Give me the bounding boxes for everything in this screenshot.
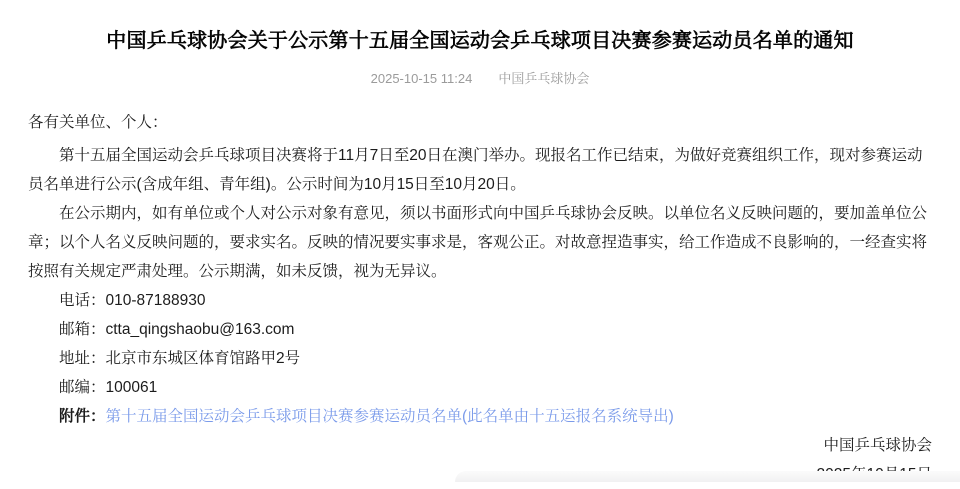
contact-line-phone: 电话：010-87188930 xyxy=(59,292,206,309)
page-title: 中国乒乓球协会关于公示第十五届全国运动会乒乓球项目决赛参赛运动员名单的通知 xyxy=(106,30,854,52)
attachment-label: 附件： xyxy=(59,408,106,425)
notice-body xyxy=(28,108,932,489)
paragraph-feedback-rules: 在公示期内，如有单位或个人对公示对象有意见，须以书面形式向中国乒乓球协会反映。以单位名义反映问题的，要加盖单位公章；以个人名义反映问题的，要求实名。反映的情况要实事求是，客观公正。对故意捏造事实，给工作造成不良影响的，一经查实将按照有关规定严肃处理。公示期满，如未反馈，视为无异议。 xyxy=(28,205,928,280)
contact-line-postcode: 邮编：100061 xyxy=(59,379,158,396)
publish-source: 中国乒乓球协会 xyxy=(498,71,590,86)
signature-org: 中国乒乓球协会 xyxy=(823,437,932,454)
publish-datetime: 2025-10-15 11:24 xyxy=(370,71,473,86)
card-bottom-edge xyxy=(455,471,960,482)
contact-line-email: 邮箱：ctta_qingshaobu@163.com xyxy=(59,321,295,338)
attachment-roster-link[interactable]: 第十五届全国运动会乒乓球项目决赛参赛运动员名单(此名单由十五运报名系统导出) xyxy=(105,408,674,425)
salutation: 各有关单位、个人： xyxy=(28,114,168,131)
paragraph-event-announcement: 第十五届全国运动会乒乓球项目决赛将于11月7日至20日在澳门举办。现报名工作已结束，为做好竞赛组织工作，现对参赛运动员名单进行公示(含成年组、青年组)。公示时间为10月15日至10月20日。 xyxy=(28,147,923,193)
contact-line-address: 地址：北京市东城区体育馆路甲2号 xyxy=(59,350,301,367)
article-meta xyxy=(28,70,932,87)
attachment-line xyxy=(28,402,932,431)
